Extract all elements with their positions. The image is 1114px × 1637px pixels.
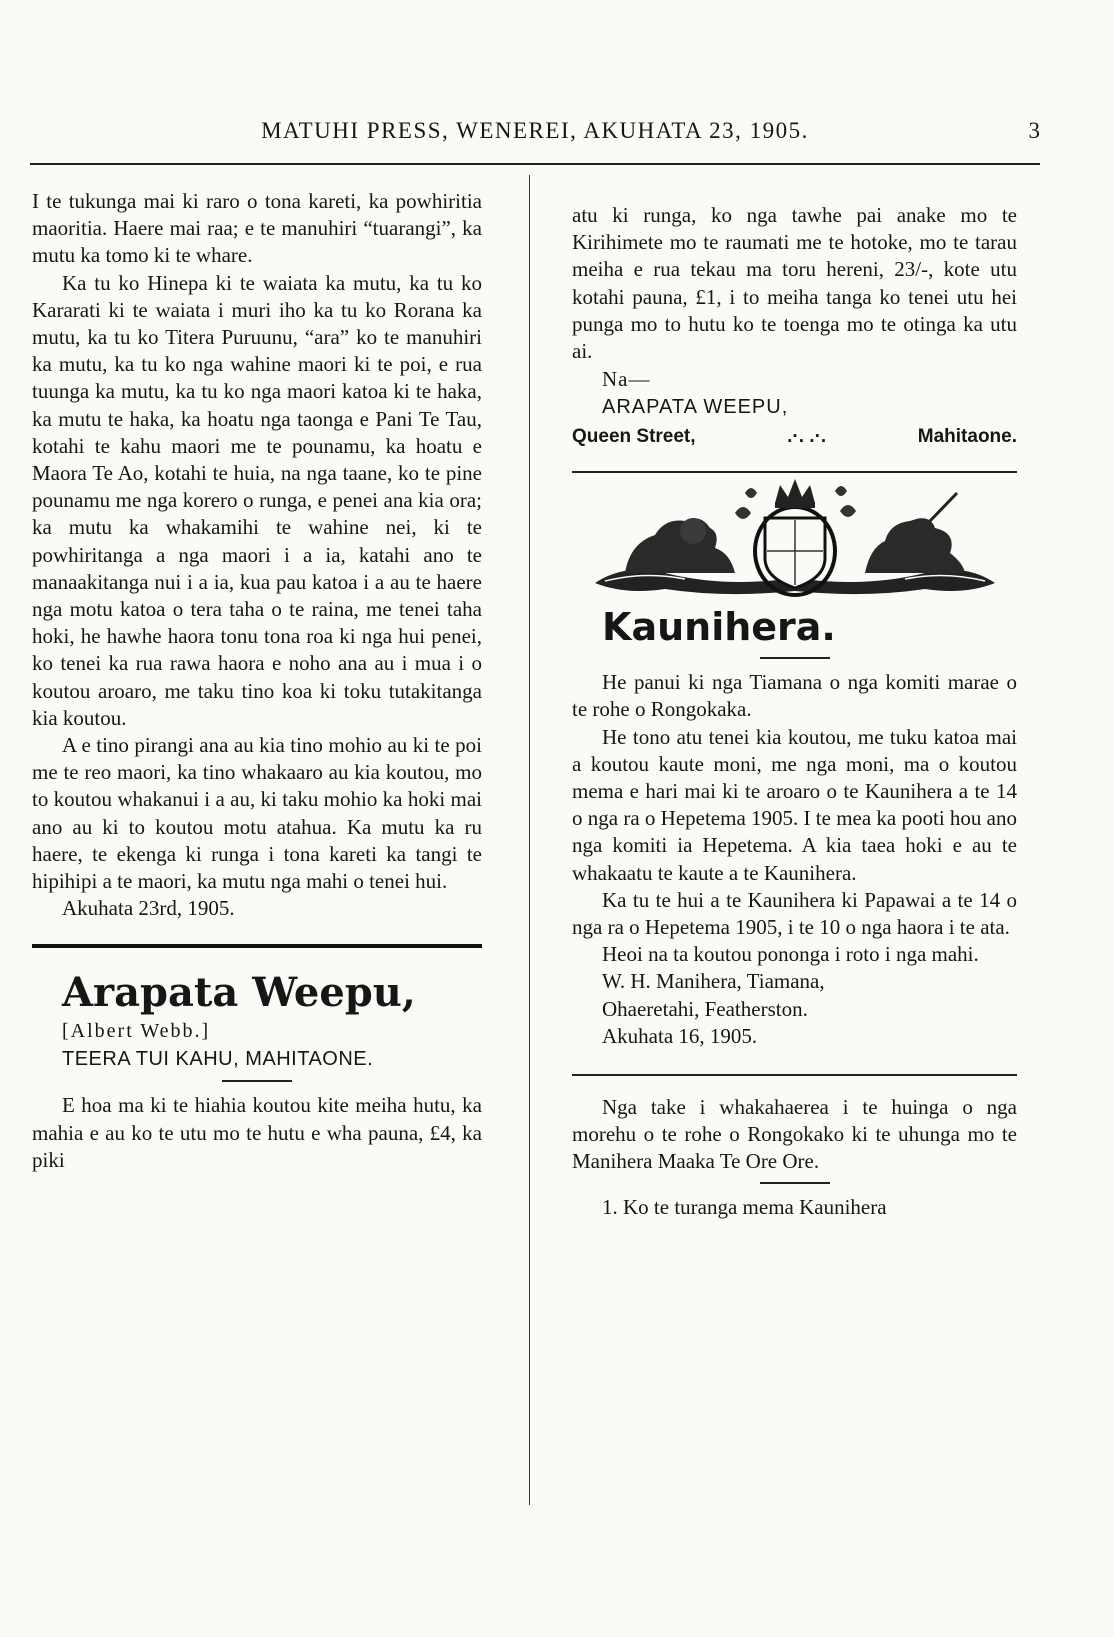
ad-business-line: TEERA TUI KAHU, MAHITAONE. <box>62 1048 374 1071</box>
ad-body: E hoa ma ki te hiahia koutou kite meiha hutu, ka mahia e au ko te utu mo te hutu e wha pauna, £4, ka piki <box>32 1093 482 1172</box>
page-header <box>30 118 1040 152</box>
ad-signature: ARAPATA WEEPU, <box>602 396 789 419</box>
page-number: 3 <box>1028 118 1040 143</box>
royal-coat-of-arms-icon <box>585 473 1005 603</box>
column-divider <box>529 175 530 1505</box>
short-rule <box>760 657 830 659</box>
notice-paragraph: Heoi na ta koutou pononga i roto i nga mahi. <box>602 942 979 967</box>
ad-heading: Arapata Weepu, <box>62 969 416 1017</box>
article-paragraph: A e tino pirangi ana au kia tino mohio au ki te poi me te reo maori, ka tino whakaaro au kia koutou, mo to koutou whakanui i a au, ki taku mohio ka hoki mai ano au ki to koutou motu atahua. Ka mutu ka ru haere, te ekenga ki runga i tona kareti ka tangi te hipihipi a te maori, ka mutu nga mahi o tenei hui. <box>32 733 482 894</box>
notice-heading: Kaunihera. <box>602 605 836 650</box>
short-rule <box>222 1080 292 1082</box>
notice-paragraph: He tono atu tenei kia koutou, me tuku katoa mai a koutou kaute moni, me nga moni, ma o koutou mema e hari mai ki te aroaro o te Kaunihera a te 14 o nga ra o Hepetema 1905. I te mea ka pooti hou ano nga komiti ia Hepetema. A kia taea hoki e au te whakaatu te kaute a te Kaunihera. <box>572 724 1017 885</box>
notice-date: Akuhata 16, 1905. <box>602 1023 758 1048</box>
notice-paragraph: He panui ki nga Tiamana o nga komiti marae o te rohe o Rongokaka. <box>572 670 1017 722</box>
notice-signature-name: W. H. Manihera, Tiamana, <box>602 969 825 994</box>
ad-address <box>572 423 1017 451</box>
ad-subtitle: [Albert Webb.] <box>62 1020 211 1043</box>
newspaper-masthead: MATUHI PRESS, WENEREI, AKUHATA 23, 1905. <box>261 118 809 143</box>
section-rule <box>572 1074 1017 1076</box>
ad-address-street: Queen Street, <box>572 426 696 448</box>
ad-address-dots: .·. .·. <box>787 426 827 448</box>
article-paragraph: I te tukunga mai ki raro o tona kareti, ka powhiritia maoritia. Haere mai raa; e te manuhiri “tuarangi”, ka mutu ka tomo ki te whare. <box>32 189 482 268</box>
short-rule <box>760 1182 830 1184</box>
ad-na-label: Na— <box>602 367 651 392</box>
left-column <box>32 188 482 1174</box>
resolutions-intro: Nga take i whakahaerea i te huinga o nga morehu o te rohe o Rongokako ki te uhunga mo te Manihera Maaka Te Ore Ore. <box>572 1095 1017 1174</box>
article-paragraph: Ka tu ko Hinepa ki te waiata ka mutu, ka tu ko Kararati ki te waiata i muri iho ka tu ko Rorana ka mutu, ka tu ko Titera Puruunu, “ara” ko te manuhiri ka mutu, ka tu ko nga wahine maori ki te poi, e rua tuunga ka mutu, ka tu ko nga maori katoa ki te haka, ka mutu te haka, ka hoatu nga taonga e Pani Te Tau, kotahi te kahu maori me te pounamu, ka hoatu e Maora Te Ao, kotahi te huia, na nga taane, ko te pine pounamu me nga korero o runga, e penei ana kia ora; ka mutu ka whakamihi te wahine nei, ki te powhiritanga a nga maori i a ia, katahi ano te manaakitanga nui i a ia, kua pau katoa i a au te haere nga motu katoa o tera taha o te raina, me tenei taha hoki, he hawhe haora tonu tona roa ki nga hui penei, ko tenei ka rua rawa haora e noho ana au i mua i o koutou aroaro, me taku tino koa ki toku tutakitanga kia koutou. <box>32 270 482 730</box>
header-rule <box>30 163 1040 165</box>
resolution-item: 1. Ko te turanga mema Kaunihera <box>602 1194 887 1219</box>
notice-signature-place: Ohaeretahi, Featherston. <box>602 996 808 1021</box>
section-rule <box>32 944 482 948</box>
article-date: Akuhata 23rd, 1905. <box>62 896 235 921</box>
right-column <box>572 202 1017 1221</box>
ad-address-town: Mahitaone. <box>917 426 1017 448</box>
notice-paragraph: Ka tu te hui a te Kaunihera ki Papawai a te 14 o nga ra o Hepetema 1905, i te 10 o nga haora i te ata. <box>572 887 1017 940</box>
ad-body-continued: atu ki runga, ko nga tawhe pai anake mo te Kirihimete mo te raumati me te hotoke, mo te tarau meiha e rua tekau ma toru hereni, 23/-, kote utu kotahi pauna, £1, i to meiha tanga ko tenei utu hei punga mo to hutu ko te toenga mo te otinga ka utu ai. <box>572 203 1017 364</box>
